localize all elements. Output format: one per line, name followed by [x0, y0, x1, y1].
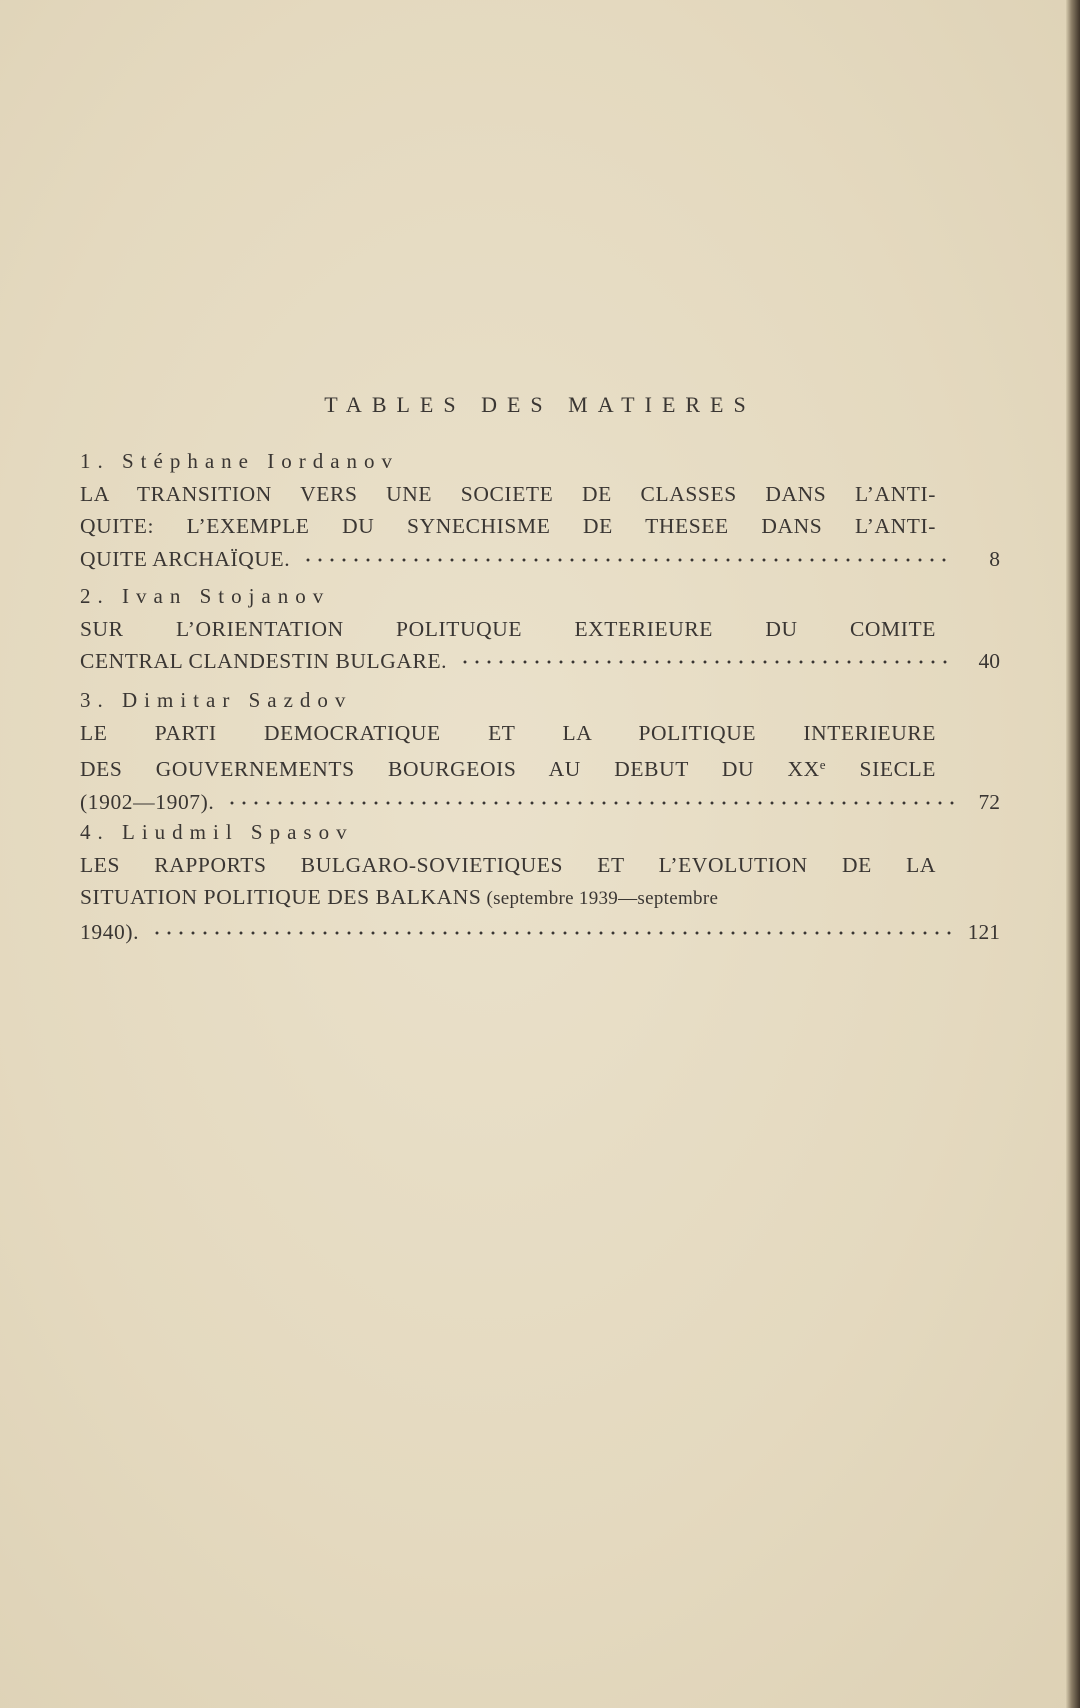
page-title: TABLES DES MATIERES	[324, 392, 756, 417]
entry-title-line: 1940).	[80, 919, 140, 944]
entry-number: 4.	[80, 820, 110, 844]
toc-entry-4	[80, 816, 1000, 948]
dot-leader	[226, 801, 954, 805]
entry-author-line	[80, 684, 1000, 717]
toc-entry-3	[80, 684, 1000, 818]
entry-author-line	[80, 580, 1000, 613]
entry-title-line: (1902—1907).	[80, 789, 215, 814]
entry-title-line: QUITE: L’EXEMPLE DU SYNECHISME DE THESEE DANS L’ANTI-	[80, 514, 936, 538]
entry-author-line	[80, 816, 1000, 849]
entry-title-line: LES RAPPORTS BULGARO-SOVIETIQUES ET L’EVOLUTION DE LA	[80, 852, 936, 877]
entry-last-line	[80, 916, 1000, 949]
entry-last-line	[80, 645, 1000, 678]
entry-title-line: LE PARTI DEMOCRATIQUE ET LA POLITIQUE INTERIEURE	[80, 720, 936, 745]
entry-page-number: 8	[989, 546, 1000, 571]
entry-page-number: 40	[978, 649, 1000, 673]
entry-title-line: SUR L’ORIENTATION POLITUQUE EXTERIEURE DU COMITE	[80, 616, 936, 641]
entry-last-line	[80, 543, 1000, 576]
toc-entry-2	[80, 580, 1000, 678]
entry-title-line: QUITE ARCHAÏQUE.	[80, 546, 291, 571]
entry-author: Dimitar Sazdov	[122, 688, 353, 712]
entry-number: 3.	[80, 688, 110, 712]
entry-author-line	[80, 445, 1000, 478]
entry-last-line	[80, 786, 1000, 819]
superscript: e	[819, 757, 827, 772]
entry-author: Ivan Stojanov	[122, 584, 331, 608]
entry-author: Stéphane Iordanov	[122, 449, 400, 473]
dot-leader	[302, 558, 954, 562]
toc-entry-1	[80, 445, 1000, 575]
entry-page-number: 72	[978, 789, 1000, 814]
entry-number: 1.	[80, 449, 110, 473]
entry-title-line: CENTRAL CLANDESTIN BULGARE.	[80, 649, 448, 673]
dot-leader	[151, 931, 954, 935]
entry-page-number: 121	[967, 919, 1000, 944]
entry-author: Liudmil Spasov	[122, 820, 354, 844]
entry-title-line: SITUATION POLITIQUE DES BALKANS (septembre 1939—septembre	[80, 885, 719, 909]
entry-number: 2.	[80, 584, 110, 608]
entry-title-line: LA TRANSITION VERS UNE SOCIETE DE CLASSES DANS L’ANTI-	[80, 481, 936, 506]
dot-leader	[459, 660, 954, 664]
entry-title-line: DES GOUVERNEMENTS BOURGEOIS AU DEBUT DU XXe SIECLE	[80, 757, 936, 781]
